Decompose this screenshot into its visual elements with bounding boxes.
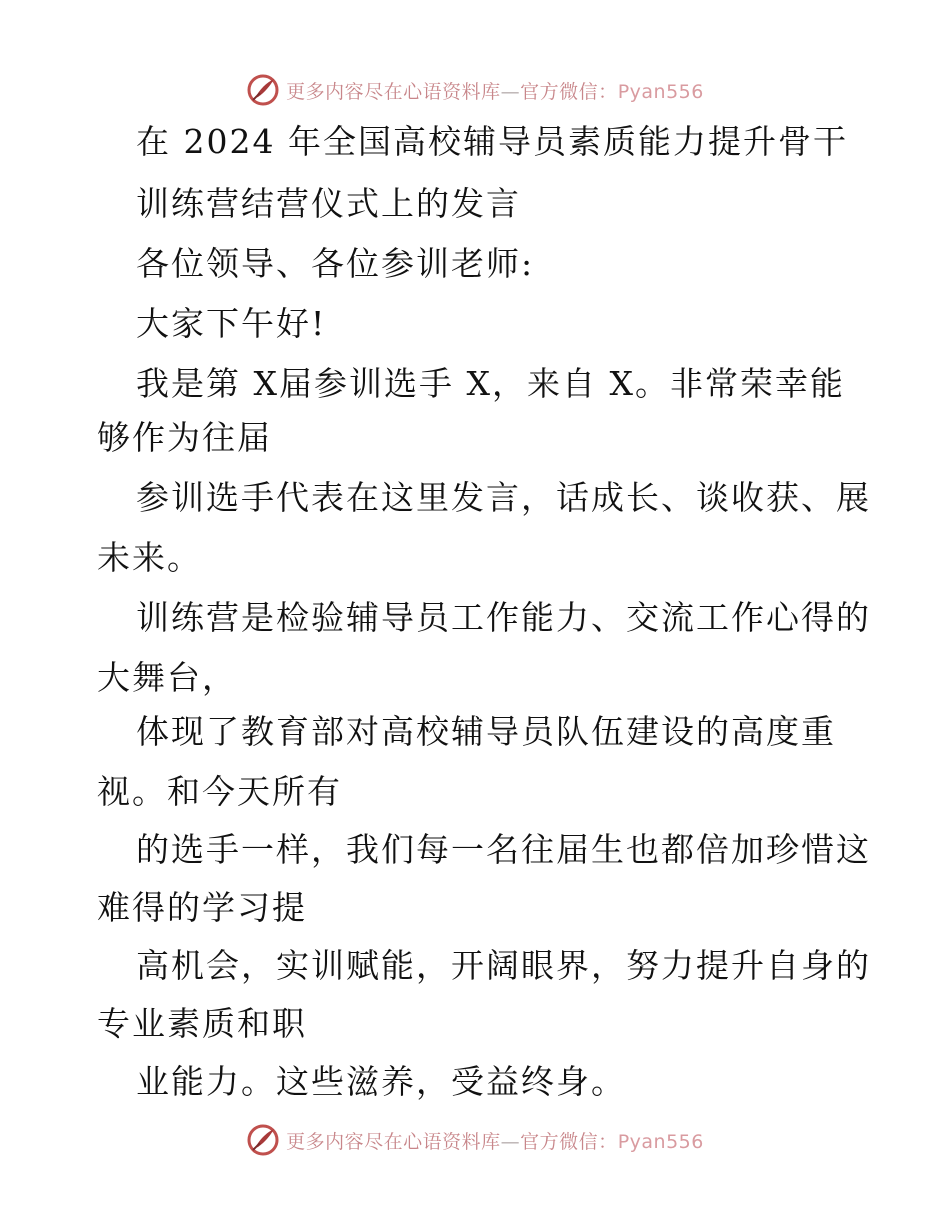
paragraph-line: 难得的学习提 xyxy=(97,888,307,927)
paragraph-line: 的选手一样，我们每一名往届生也都倍加珍惜这 xyxy=(136,830,871,869)
watermark-text xyxy=(286,1127,704,1154)
paragraph-line: 够作为往届 xyxy=(97,418,272,457)
watermark-wechat-id: Pyan556 xyxy=(617,1130,704,1153)
watermark-label: 官方微信： xyxy=(520,80,618,103)
paragraph-line: 未来。 xyxy=(97,538,202,577)
watermark-main: 更多内容尽在心语资料库 xyxy=(286,80,501,103)
document-title-line-1: 在 2024 年全国高校辅导员素质能力提升骨干 xyxy=(136,122,848,161)
paragraph-line: 体现了教育部对高校辅导员队伍建设的高度重 xyxy=(136,712,836,751)
watermark-wechat-id: Pyan556 xyxy=(617,80,704,103)
watermark-dash: — xyxy=(500,1130,521,1153)
paragraph-line: 专业素质和职 xyxy=(97,1004,307,1043)
watermark-label: 官方微信： xyxy=(520,1130,618,1153)
watermark-text xyxy=(286,77,704,104)
feather-logo-icon xyxy=(246,1123,280,1157)
header-watermark xyxy=(0,70,950,110)
paragraph-line: 大舞台， xyxy=(97,658,237,697)
paragraph-line: 参训选手代表在这里发言，话成长、谈收获、展 xyxy=(136,478,871,517)
paragraph-line: 业能力。这些滋养，受益终身。 xyxy=(136,1062,626,1101)
paragraph-line: 视。和今天所有 xyxy=(97,772,342,811)
watermark-main: 更多内容尽在心语资料库 xyxy=(286,1130,501,1153)
footer-watermark xyxy=(0,1120,950,1160)
feather-logo-icon xyxy=(246,73,280,107)
paragraph-line: 训练营是检验辅导员工作能力、交流工作心得的 xyxy=(136,598,871,637)
paragraph-line: 我是第 X届参训选手 X，来自 X。非常荣幸能 xyxy=(136,364,845,403)
salutation: 各位领导、各位参训老师: xyxy=(136,244,535,283)
greeting: 大家下午好! xyxy=(136,304,327,343)
document-title-line-2: 训练营结营仪式上的发言 xyxy=(136,184,521,223)
paragraph-line: 高机会，实训赋能，开阔眼界，努力提升自身的 xyxy=(136,946,871,985)
watermark-dash: — xyxy=(500,80,521,103)
